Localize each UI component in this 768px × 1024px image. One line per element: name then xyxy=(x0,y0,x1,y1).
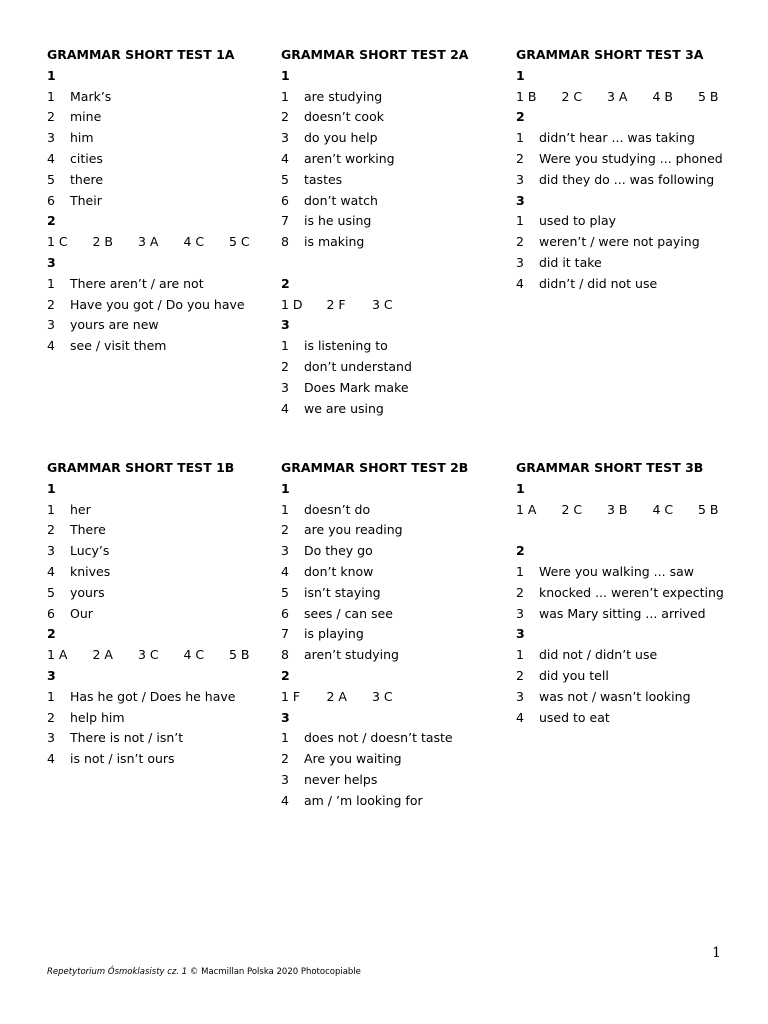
answer-item xyxy=(47,274,277,295)
item-number: 3 xyxy=(281,543,289,559)
answer-item xyxy=(281,87,511,108)
item-answer: don’t understand xyxy=(304,358,412,374)
section-number: 1 xyxy=(516,67,525,83)
item-number: 2 xyxy=(281,522,289,538)
answer-item xyxy=(516,149,746,170)
section-number: 2 xyxy=(281,667,290,683)
answer-item xyxy=(281,562,511,583)
answer-item xyxy=(516,645,746,666)
answer-item xyxy=(47,583,277,604)
item-number: 4 xyxy=(516,275,524,291)
section-number: 1 xyxy=(47,67,56,83)
item-answer: Mark’s xyxy=(70,88,112,104)
test-column-1a xyxy=(47,45,277,357)
item-number: 1 xyxy=(47,688,55,704)
item-number: 1 xyxy=(516,213,524,229)
choice-answer: 2 B xyxy=(92,234,114,250)
item-number: 3 xyxy=(281,771,289,787)
choice-answers xyxy=(47,645,277,666)
item-answer: is he using xyxy=(304,213,372,229)
answer-item xyxy=(281,336,511,357)
section-number: 2 xyxy=(47,213,56,229)
choice-answer: 2 A xyxy=(92,647,113,663)
item-number: 3 xyxy=(516,605,524,621)
answer-item xyxy=(516,604,746,625)
item-number: 5 xyxy=(47,584,55,600)
spacer xyxy=(516,520,746,541)
answer-item xyxy=(281,191,511,212)
item-answer: Were you walking ... saw xyxy=(539,563,694,579)
item-number: 4 xyxy=(281,400,289,416)
item-answer: is listening to xyxy=(304,338,388,354)
item-number: 4 xyxy=(281,150,289,166)
item-answer: knives xyxy=(70,563,111,579)
choice-answer: 3 C xyxy=(372,296,393,312)
answer-item xyxy=(516,562,746,583)
item-number: 3 xyxy=(281,130,289,146)
section-number: 3 xyxy=(281,317,290,333)
answer-item xyxy=(281,728,511,749)
item-number: 7 xyxy=(281,626,289,642)
test-title: GRAMMAR SHORT TEST 1B xyxy=(47,460,235,475)
answer-item xyxy=(516,583,746,604)
choice-answer: 4 B xyxy=(652,88,674,104)
answer-item xyxy=(47,728,277,749)
item-answer: Has he got / Does he have xyxy=(70,688,236,704)
choice-answer: 4 C xyxy=(652,501,674,517)
answer-item xyxy=(281,232,511,253)
item-number: 2 xyxy=(47,709,55,725)
answer-item xyxy=(47,191,277,212)
answer-item xyxy=(281,128,511,149)
answer-item xyxy=(47,541,277,562)
item-number: 4 xyxy=(281,563,289,579)
section-number: 2 xyxy=(281,275,290,291)
item-number: 1 xyxy=(281,338,289,354)
item-answer: Lucy’s xyxy=(70,543,110,559)
item-answer: did they do ... was following xyxy=(539,171,715,187)
item-number: 1 xyxy=(281,730,289,746)
item-number: 5 xyxy=(47,171,55,187)
test-title: GRAMMAR SHORT TEST 2A xyxy=(281,47,469,62)
answer-item xyxy=(281,149,511,170)
item-answer: Their xyxy=(70,192,102,208)
section-number: 1 xyxy=(281,67,290,83)
item-answer: used to eat xyxy=(539,709,610,725)
item-answer: there xyxy=(70,171,104,187)
spacer xyxy=(281,253,511,274)
item-answer: was Mary sitting ... arrived xyxy=(539,605,706,621)
item-answer: doesn’t cook xyxy=(304,109,384,125)
answer-item xyxy=(516,666,746,687)
answer-item xyxy=(516,687,746,708)
item-number: 3 xyxy=(47,130,55,146)
answer-item xyxy=(47,500,277,521)
answer-item xyxy=(516,211,746,232)
item-number: 2 xyxy=(281,109,289,125)
item-answer: didn’t / did not use xyxy=(539,275,658,291)
item-answer: used to play xyxy=(539,213,617,229)
item-number: 2 xyxy=(516,667,524,683)
answer-item xyxy=(47,562,277,583)
item-answer: did you tell xyxy=(539,667,609,683)
section-number: 2 xyxy=(47,626,56,642)
choice-answers xyxy=(281,295,511,316)
answer-item xyxy=(47,128,277,149)
choice-answer: 1 F xyxy=(281,688,301,704)
item-answer: yours xyxy=(70,584,105,600)
item-answer: tastes xyxy=(304,171,343,187)
choice-answer: 1 C xyxy=(47,234,68,250)
item-answer: Are you waiting xyxy=(304,751,402,767)
answer-item xyxy=(281,357,511,378)
choice-answer: 3 C xyxy=(372,688,393,704)
item-answer: sees / can see xyxy=(304,605,393,621)
footer-rights: © Macmillan Polska 2020 Photocopiable xyxy=(187,967,361,977)
choice-answer: 2 F xyxy=(326,296,346,312)
item-answer: was not / wasn’t looking xyxy=(539,688,691,704)
item-number: 2 xyxy=(281,751,289,767)
item-answer: is playing xyxy=(304,626,364,642)
choice-answers xyxy=(516,87,746,108)
item-answer: yours are new xyxy=(70,317,159,333)
item-number: 2 xyxy=(516,234,524,250)
item-number: 1 xyxy=(516,647,524,663)
item-number: 4 xyxy=(516,709,524,725)
answer-item xyxy=(47,749,277,770)
item-number: 3 xyxy=(47,317,55,333)
item-number: 1 xyxy=(281,88,289,104)
item-answer: Have you got / Do you have xyxy=(70,296,245,312)
answer-item xyxy=(47,295,277,316)
item-answer: There is not / isn’t xyxy=(70,730,184,746)
answer-item xyxy=(281,604,511,625)
item-answer: Do they go xyxy=(304,543,373,559)
item-answer: are studying xyxy=(304,88,383,104)
answer-item xyxy=(281,645,511,666)
item-number: 2 xyxy=(516,584,524,600)
item-answer: cities xyxy=(70,150,103,166)
answer-item xyxy=(516,253,746,274)
item-answer: There xyxy=(70,522,106,538)
answer-item xyxy=(516,170,746,191)
item-answer: is not / isn’t ours xyxy=(70,751,175,767)
item-answer: Does Mark make xyxy=(304,379,409,395)
item-answer: help him xyxy=(70,709,125,725)
choice-answer: 5 B xyxy=(698,88,719,104)
item-answer: never helps xyxy=(304,771,378,787)
item-number: 2 xyxy=(281,358,289,374)
choice-answer: 2 C xyxy=(561,88,583,104)
test-title: GRAMMAR SHORT TEST 3A xyxy=(516,47,704,62)
answer-item xyxy=(516,232,746,253)
item-number: 7 xyxy=(281,213,289,229)
item-number: 1 xyxy=(47,501,55,517)
answer-item xyxy=(281,399,511,420)
choice-answer: 4 C xyxy=(183,647,205,663)
test-column-1b xyxy=(47,458,277,770)
item-number: 3 xyxy=(516,688,524,704)
item-answer: don’t know xyxy=(304,563,374,579)
section-number: 2 xyxy=(516,109,525,125)
answer-item xyxy=(281,520,511,541)
choice-answer: 1 A xyxy=(516,501,537,517)
choice-answer: 2 A xyxy=(326,688,347,704)
footer-copyright xyxy=(47,967,361,977)
answer-item xyxy=(47,170,277,191)
section-number: 3 xyxy=(516,192,525,208)
answer-item xyxy=(281,624,511,645)
item-answer: we are using xyxy=(304,400,384,416)
item-answer: knocked ... weren’t expecting xyxy=(539,584,724,600)
item-answer: didn’t hear ... was taking xyxy=(539,130,695,146)
item-number: 3 xyxy=(516,254,524,270)
answer-item xyxy=(281,378,511,399)
item-answer: are you reading xyxy=(304,522,403,538)
answer-item xyxy=(281,211,511,232)
choice-answer: 5 B xyxy=(698,501,719,517)
answer-item xyxy=(47,604,277,625)
answer-item xyxy=(281,107,511,128)
answer-item xyxy=(281,583,511,604)
item-answer: weren’t / were not paying xyxy=(539,234,700,250)
item-answer: am / ’m looking for xyxy=(304,792,423,808)
section-number: 2 xyxy=(516,543,525,559)
answer-item xyxy=(47,149,277,170)
item-number: 5 xyxy=(281,584,289,600)
choice-answer: 2 C xyxy=(561,501,583,517)
item-number: 4 xyxy=(47,563,55,579)
item-number: 6 xyxy=(47,192,55,208)
answer-item xyxy=(47,107,277,128)
item-number: 2 xyxy=(47,109,55,125)
answer-item xyxy=(281,170,511,191)
section-number: 3 xyxy=(47,254,56,270)
test-column-3b xyxy=(516,458,746,728)
item-number: 3 xyxy=(516,171,524,187)
item-answer: Were you studying ... phoned xyxy=(539,150,723,166)
section-number: 3 xyxy=(516,626,525,642)
item-number: 4 xyxy=(47,150,55,166)
item-answer: aren’t studying xyxy=(304,647,399,663)
item-answer: doesn’t do xyxy=(304,501,371,517)
choice-answer: 5 B xyxy=(229,647,250,663)
item-number: 4 xyxy=(47,338,55,354)
answer-item xyxy=(47,708,277,729)
item-number: 5 xyxy=(281,171,289,187)
section-number: 3 xyxy=(281,709,290,725)
item-number: 1 xyxy=(281,501,289,517)
item-answer: her xyxy=(70,501,91,517)
item-number: 1 xyxy=(47,88,55,104)
item-answer: aren’t working xyxy=(304,150,395,166)
answer-item xyxy=(281,500,511,521)
answer-item xyxy=(516,274,746,295)
test-column-3a xyxy=(516,45,746,295)
answer-item xyxy=(281,541,511,562)
item-number: 8 xyxy=(281,647,289,663)
item-number: 3 xyxy=(47,543,55,559)
section-number: 1 xyxy=(516,480,525,496)
choice-answers xyxy=(281,687,511,708)
test-column-2b xyxy=(281,458,511,812)
choice-answer: 1 B xyxy=(516,88,537,104)
choice-answer: 3 A xyxy=(607,88,628,104)
item-number: 2 xyxy=(47,296,55,312)
item-number: 2 xyxy=(47,522,55,538)
answer-item xyxy=(516,128,746,149)
answer-item xyxy=(47,336,277,357)
answer-item xyxy=(47,315,277,336)
answer-item xyxy=(47,687,277,708)
test-title: GRAMMAR SHORT TEST 1A xyxy=(47,47,235,62)
choice-answer: 4 C xyxy=(183,234,205,250)
choice-answers xyxy=(47,232,277,253)
choice-answer: 3 C xyxy=(138,647,159,663)
section-number: 1 xyxy=(47,480,56,496)
item-number: 6 xyxy=(281,605,289,621)
section-number: 1 xyxy=(281,480,290,496)
test-title: GRAMMAR SHORT TEST 3B xyxy=(516,460,704,475)
item-number: 1 xyxy=(47,275,55,291)
choice-answer: 3 A xyxy=(138,234,159,250)
item-number: 6 xyxy=(281,192,289,208)
answer-item xyxy=(516,708,746,729)
item-number: 1 xyxy=(516,130,524,146)
section-number: 3 xyxy=(47,667,56,683)
item-answer: does not / doesn’t taste xyxy=(304,730,453,746)
footer-book-title: Repetytorium Ósmoklasisty cz. 1 xyxy=(47,967,188,977)
item-answer: see / visit them xyxy=(70,338,167,354)
answer-item xyxy=(281,791,511,812)
item-answer: him xyxy=(70,130,94,146)
item-answer: did not / didn’t use xyxy=(539,647,658,663)
item-answer: isn’t staying xyxy=(304,584,381,600)
choice-answer: 3 B xyxy=(607,501,628,517)
item-answer: did it take xyxy=(539,254,602,270)
answer-item xyxy=(281,749,511,770)
item-number: 3 xyxy=(47,730,55,746)
choice-answer: 5 C xyxy=(229,234,250,250)
choice-answer: 1 A xyxy=(47,647,68,663)
answer-item xyxy=(47,87,277,108)
answer-item xyxy=(281,770,511,791)
item-number: 8 xyxy=(281,234,289,250)
item-answer: don’t watch xyxy=(304,192,378,208)
item-answer: Our xyxy=(70,605,93,621)
item-number: 6 xyxy=(47,605,55,621)
item-number: 1 xyxy=(516,563,524,579)
item-number: 2 xyxy=(516,150,524,166)
item-answer: do you help xyxy=(304,130,378,146)
answer-item xyxy=(47,520,277,541)
choice-answers xyxy=(516,500,746,521)
item-number: 4 xyxy=(281,792,289,808)
page-number: 1 xyxy=(712,945,721,961)
choice-answer: 1 D xyxy=(281,296,303,312)
item-number: 4 xyxy=(47,751,55,767)
item-answer: There aren’t / are not xyxy=(70,275,204,291)
test-column-2a xyxy=(281,45,511,419)
item-number: 3 xyxy=(281,379,289,395)
test-title: GRAMMAR SHORT TEST 2B xyxy=(281,460,469,475)
item-answer: is making xyxy=(304,234,365,250)
item-answer: mine xyxy=(70,109,102,125)
